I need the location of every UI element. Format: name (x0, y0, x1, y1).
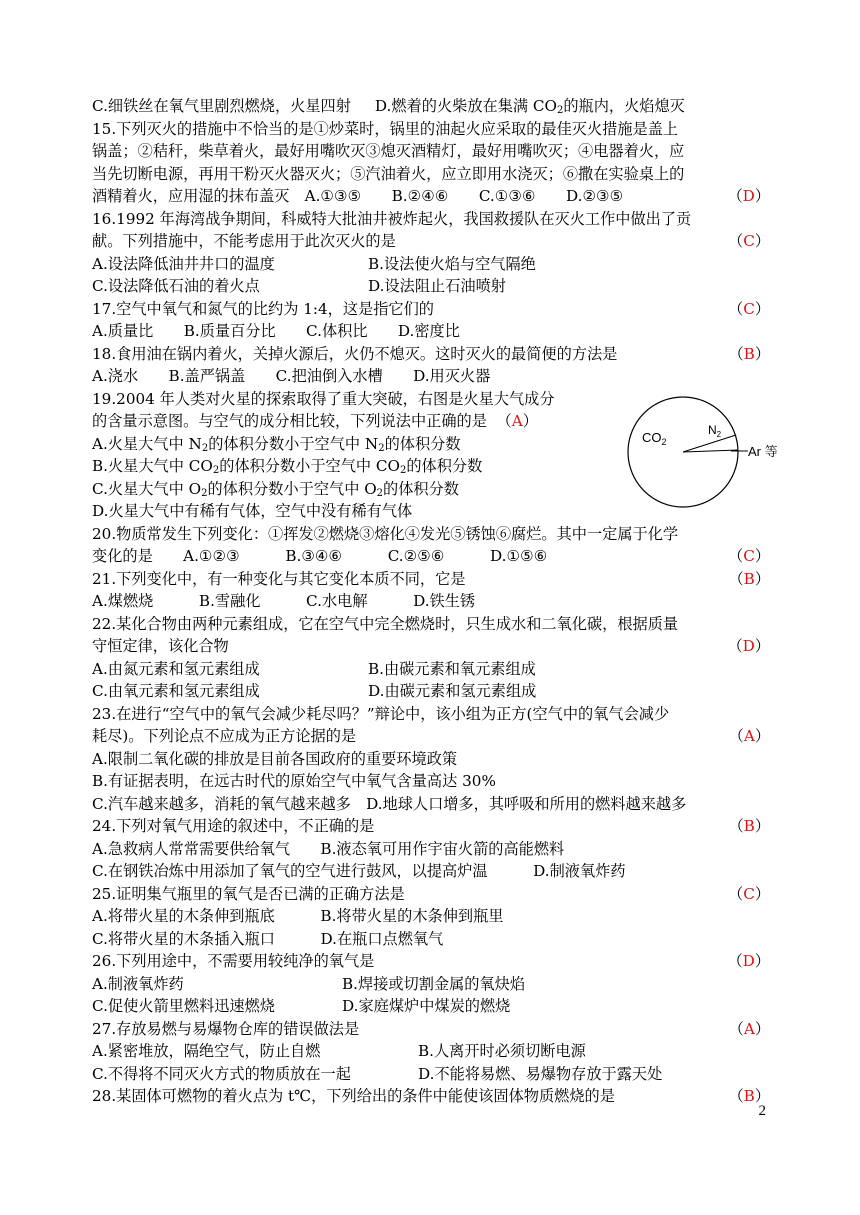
answer-q20: （C） (728, 547, 770, 565)
q19-option-b: B.火星大气中 $CO_2$的体积分数小于空气中 $CO_2$的体积分数 (92, 457, 483, 476)
answer-letter: A (743, 727, 755, 745)
q21-line (92, 568, 770, 591)
answer-q27: （A） (728, 1019, 770, 1038)
q27-options: A.紧密堆放，隔绝空气，防止自燃 B.人离开时必须切断电源 (92, 1042, 586, 1060)
q26-line (92, 950, 770, 973)
question-text: 锅盖；②秸秆，柴草着火，最好用嘴吹灭③熄灭酒精灯，最好用嘴吹灭；④电器着火，应 (92, 142, 685, 160)
answer-letter: B (743, 817, 755, 835)
q24-line (92, 815, 770, 838)
q25-options: A.将带火星的木条伸到瓶底 B.将带火星的木条伸到瓶里 (92, 907, 504, 925)
answer-letter: C (743, 884, 755, 903)
ar-boundary-line (683, 450, 738, 452)
options: A.煤燃烧 B.雪融化 C.水电解 D.铁生锈 (92, 592, 476, 610)
answer-q23: （A） (728, 727, 770, 745)
q15-line (92, 118, 770, 141)
q23-option-b: B.有证据表明，在远古时代的原始空气中氧气含量高达 30% (92, 772, 496, 790)
question-text: 19.2004 年人类对火星的探索取得了重大突破，右图是火星大气成分 (92, 389, 555, 408)
n2-label: $N_2$ (708, 423, 722, 439)
q27-line (92, 1018, 770, 1041)
q19-option-c: C.火星大气中 $O_2$的体积分数小于空气中 $O_2$的体积分数 (92, 479, 459, 499)
option-line (92, 95, 770, 118)
option-d: D.设法阻止石油喷射 (368, 277, 506, 295)
question-text: 24.下列对氧气用途的叙述中，不正确的是 (92, 817, 375, 835)
answer-letter: C (743, 232, 755, 250)
question-text: 21.下列变化中，有一种变化与其它变化本质不同，它是 (92, 569, 466, 588)
q23-line (92, 725, 770, 748)
answer-q15: （D） (727, 187, 770, 205)
q15-line (92, 140, 770, 163)
options: A.浇水 B.盖严锅盖 C.把油倒入水槽 D.用灭火器 (92, 367, 491, 385)
q25-line (92, 883, 770, 906)
q16-options (92, 275, 770, 298)
q28-line (92, 1085, 770, 1108)
answer-q26: （D） (727, 952, 770, 970)
question-text: 22.某化合物由两种元素组成，它在空气中完全燃烧时，只生成水和二氧化碳，根据质量 (92, 614, 679, 633)
option-c: C.设法降低石油的着火点 (92, 277, 260, 295)
page-number: 2 (758, 1103, 766, 1119)
option-b: B.设法使火焰与空气隔绝 (368, 254, 536, 273)
answer-letter: C (743, 299, 755, 318)
q22-options: A.由氮元素和氢元素组成 B.由碳元素和氧元素组成 (92, 659, 536, 678)
question-content (92, 95, 770, 1108)
q20-line (92, 523, 770, 546)
option-d-tail: 的瓶内，火焰熄灭 (563, 97, 685, 115)
q22-line (92, 635, 770, 658)
answer-q24: （B） (728, 817, 770, 835)
question-text: 守恒定律，该化合物 (92, 637, 229, 655)
question-text: 23.在进行“空气中的氧气会减少耗尽吗？”辩论中，该小组为正方(空气中的氧气会减少 (92, 704, 670, 723)
question-text: 的含量示意图。与空气的成分相比较，下列说法中正确的是 (92, 412, 487, 430)
answer-q21: （B） (728, 569, 770, 588)
question-text: 酒精着火，应用湿的抹布盖灭 A.①③⑤ B.②④⑥ C.①③⑥ D.②③⑤ (92, 187, 624, 205)
q17-line (92, 298, 770, 321)
q16-line (92, 208, 770, 231)
q17-options (92, 320, 770, 343)
answer-q19: （A） (496, 412, 538, 430)
answer-letter: D (742, 637, 755, 655)
q19-option-d: D.火星大气中有稀有气体，空气中没有稀有气体 (92, 502, 413, 520)
q24-options: C.在钢铁冶炼中用添加了氧气的空气进行鼓风，以提高炉温 D.制液氧炸药 (92, 862, 626, 880)
answer-letter: A (743, 1019, 755, 1038)
question-text: 27.存放易燃与易爆物仓库的错误做法是 (92, 1019, 360, 1038)
q23-line (92, 703, 770, 726)
answer-letter: D (742, 187, 755, 205)
q26-options: C.促使火箭里燃料迅速燃烧 D.家庭煤炉中煤炭的燃烧 (92, 997, 511, 1015)
subscript: 2 (556, 105, 564, 116)
answer-q22: （D） (727, 637, 770, 655)
question-text: 17.空气中氧气和氮气的比约为 1:4，这是指它们的 (92, 299, 434, 318)
q18-options (92, 365, 770, 388)
answer-letter: B (743, 569, 755, 588)
q21-options (92, 590, 770, 613)
question-text: 25.证明集气瓶里的氧气是否已满的正确方法是 (92, 884, 405, 903)
options: A.质量比 B.质量百分比 C.体积比 D.密度比 (92, 322, 460, 340)
q23-option-a: A.限制二氧化碳的排放是目前各国政府的重要环境政策 (92, 749, 458, 768)
option-d: D.燃着的火柴放在集满 CO (374, 97, 557, 115)
ar-label: Ar 等 (748, 444, 778, 459)
q16-line (92, 230, 770, 253)
q15-line (92, 163, 770, 186)
mars-atmosphere-figure (626, 393, 790, 511)
q15-line (92, 185, 770, 208)
answer-letter: A (511, 412, 523, 430)
question-text: 献。下列措施中，不能考虑用于此次灭火的是 (92, 232, 396, 250)
q22-line (92, 613, 770, 636)
question-text: 变化的是 A.①②③ B.③④⑥ C.②⑤⑥ D.①⑤⑥ (92, 547, 548, 565)
q22-options: C.由氧元素和氢元素组成 D.由碳元素和氢元素组成 (92, 682, 537, 700)
answer-q16: （C） (728, 232, 770, 250)
answer-q17: （C） (728, 299, 770, 318)
q26-options: A.制液氧炸药 B.焊接或切割金属的氧炔焰 (92, 974, 526, 993)
q27-options: C.不得将不同灭火方式的物质放在一起 D.不能将易燃、易爆物存放于露天处 (92, 1064, 663, 1083)
co2-label: $CO_2$ (642, 430, 667, 447)
question-text: 15.下列灭火的措施中不恰当的是①炒菜时，锅里的油起火应采取的最佳灭火措施是盖上 (92, 119, 679, 138)
q20-line (92, 545, 770, 568)
question-text: 28.某固体可燃物的着火点为 t℃，下列给出的条件中能使该固体物质燃烧的是 (92, 1087, 615, 1105)
answer-q25: （C） (728, 884, 770, 903)
q19-option-a: A.火星大气中 $N_2$的体积分数小于空气中 $N_2$的体积分数 (92, 434, 461, 454)
option-a: A.设法降低油井井口的温度 (92, 254, 275, 273)
answer-letter: C (743, 547, 755, 565)
question-text: 20.物质常发生下列变化：①挥发②燃烧③熔化④发光⑤锈蚀⑥腐烂。其中一定属于化学 (92, 524, 679, 543)
question-text: 26.下列用途中，不需要用较纯净的氧气是 (92, 952, 375, 970)
answer-letter: D (742, 952, 755, 970)
answer-letter: B (743, 1087, 755, 1105)
q25-options: C.将带火星的木条插入瓶口 D.在瓶口点燃氧气 (92, 929, 444, 948)
question-text: 16.1992 年海湾战争期间，科威特大批油井被炸起火，我国救援队在灭火工作中做出了贡 (92, 209, 692, 228)
option-c: C.细铁丝在氧气里剧烈燃烧，火星四射 (92, 97, 351, 115)
q24-options: A.急救病人常常需要供给氧气 B.液态氧可用作宇宙火箭的高能燃料 (92, 839, 565, 858)
question-text: 耗尽)。下列论点不应成为正方论据的是 (92, 727, 357, 745)
q23-option-cd: C.汽车越来越多，消耗的氧气越来越多 D.地球人口增多，其呼吸和所用的燃料越来越多 (92, 794, 687, 813)
answer-letter: B (743, 344, 755, 363)
q16-options (92, 253, 770, 276)
question-text: 18.食用油在锅内着火，关掉火源后，火仍不熄灭。这时灭火的最简便的方法是 (92, 344, 618, 363)
answer-q18: （B） (728, 344, 770, 363)
n2-boundary-line (683, 435, 736, 452)
answer-q28: （B） (728, 1087, 770, 1105)
q18-line (92, 343, 770, 366)
question-text: 当先切断电源，再用干粉灭火器灭火；⑤汽油着火，应立即用水浇灭；⑥撒在实验桌上的 (92, 164, 685, 183)
